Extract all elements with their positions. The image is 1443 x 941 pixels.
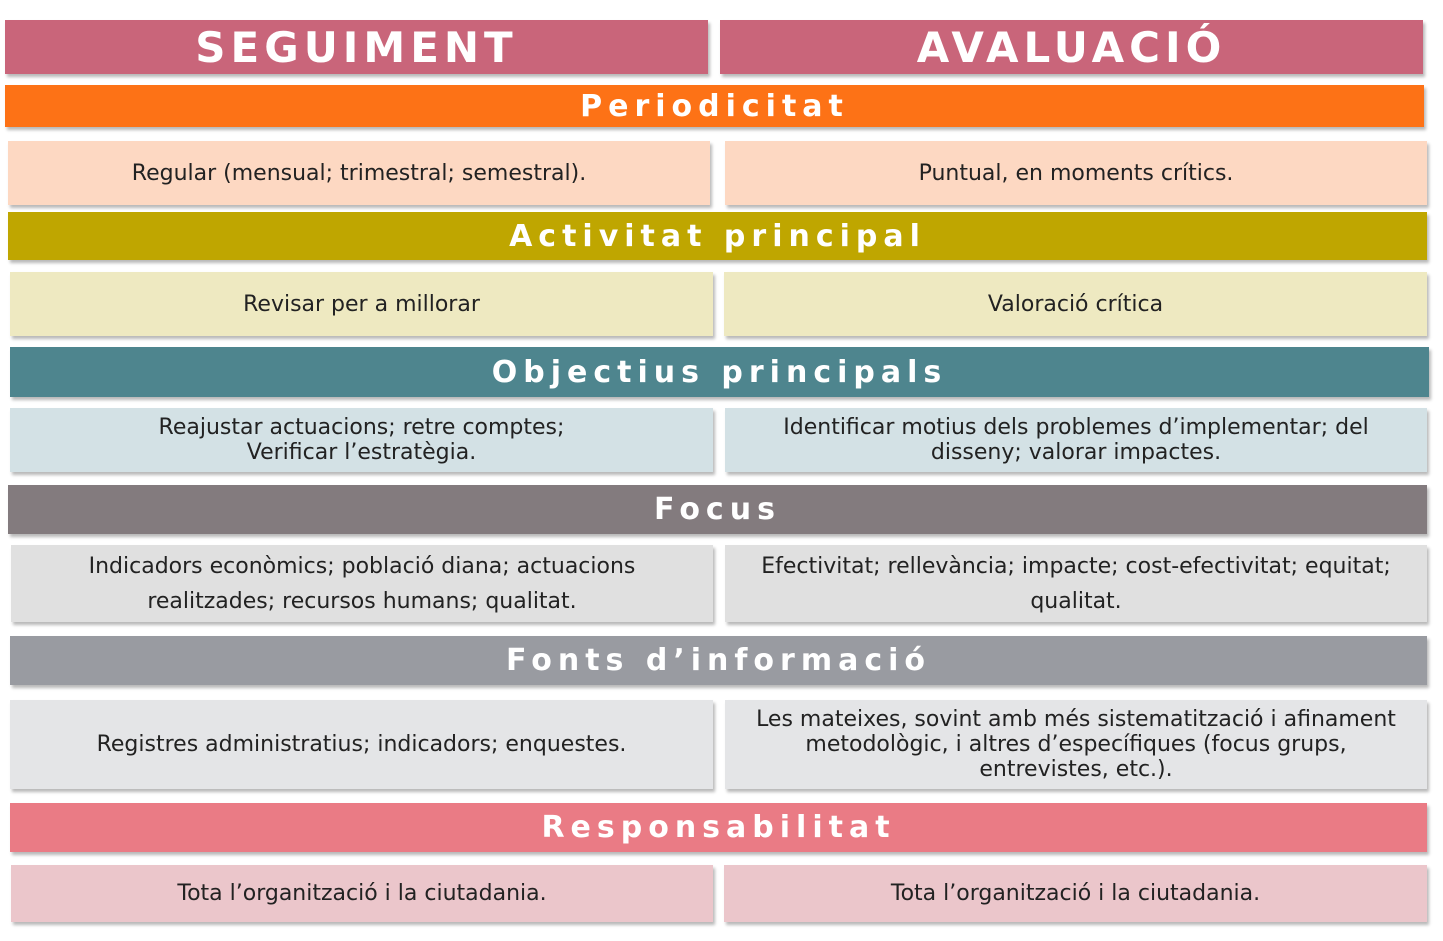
cell-text: Tota l’organització i la ciutadania. — [890, 881, 1261, 906]
cell-text: Revisar per a millorar — [243, 291, 480, 317]
activitat-seguiment-cell — [10, 272, 713, 336]
cell-text: Valoració crítica — [987, 291, 1164, 317]
responsabilitat-seguiment-cell — [11, 865, 713, 922]
cell-text: Indicadors econòmics; població diana; actuacions realitzades; recursos humans; qualitat. — [88, 553, 636, 614]
section-heading-focus — [8, 485, 1427, 534]
section-heading-label: Activitat principal — [509, 218, 926, 254]
column-header-seguiment-label: SEGUIMENT — [195, 22, 518, 72]
section-heading-responsabilitat — [10, 803, 1427, 852]
cell-text: Efectivitat; rellevància; impacte; cost-efectivitat; equitat; qualitat. — [761, 553, 1391, 614]
focus-seguiment-cell — [11, 545, 713, 622]
cell-text: Reajustar actuacions; retre comptes; Verificar l’estratègia. — [158, 415, 565, 465]
cell-text: Puntual, en moments crítics. — [918, 160, 1234, 186]
section-heading-activitat-principal — [8, 212, 1427, 260]
cell-text: Regular (mensual; trimestral; semestral). — [131, 160, 587, 186]
column-header-seguiment — [5, 20, 708, 74]
section-heading-label: Objectius principals — [491, 354, 948, 390]
cell-text: Les mateixes, sovint amb més sistematització i afinament metodològic, i altres d’específiques (focus grups, entrevistes, etc.). — [756, 707, 1396, 782]
column-header-avaluacio-label: AVALUACIÓ — [916, 22, 1227, 72]
cell-text: Tota l’organització i la ciutadania. — [177, 881, 547, 906]
section-heading-label: Fonts d’informació — [505, 643, 932, 678]
objectius-avaluacio-cell — [725, 408, 1427, 472]
objectius-seguiment-cell — [10, 408, 713, 472]
fonts-seguiment-cell — [10, 700, 713, 789]
section-heading-fonts-informacio — [10, 636, 1427, 685]
column-header-avaluacio — [720, 20, 1423, 74]
periodicitat-avaluacio-cell — [725, 141, 1427, 205]
section-heading-label: Periodicitat — [580, 88, 849, 124]
section-heading-periodicitat — [5, 85, 1424, 127]
cell-text: Registres administratius; indicadors; enquestes. — [96, 732, 627, 757]
section-heading-label: Focus — [654, 492, 781, 527]
periodicitat-seguiment-cell — [8, 141, 710, 205]
focus-avaluacio-cell — [725, 545, 1427, 622]
activitat-avaluacio-cell — [724, 272, 1427, 336]
responsabilitat-avaluacio-cell — [724, 865, 1427, 922]
section-heading-label: Responsabilitat — [541, 810, 896, 845]
fonts-avaluacio-cell — [725, 700, 1427, 789]
section-heading-objectius-principals — [10, 347, 1429, 397]
cell-text: Identificar motius dels problemes d’implementar; del disseny; valorar impactes. — [783, 415, 1369, 465]
